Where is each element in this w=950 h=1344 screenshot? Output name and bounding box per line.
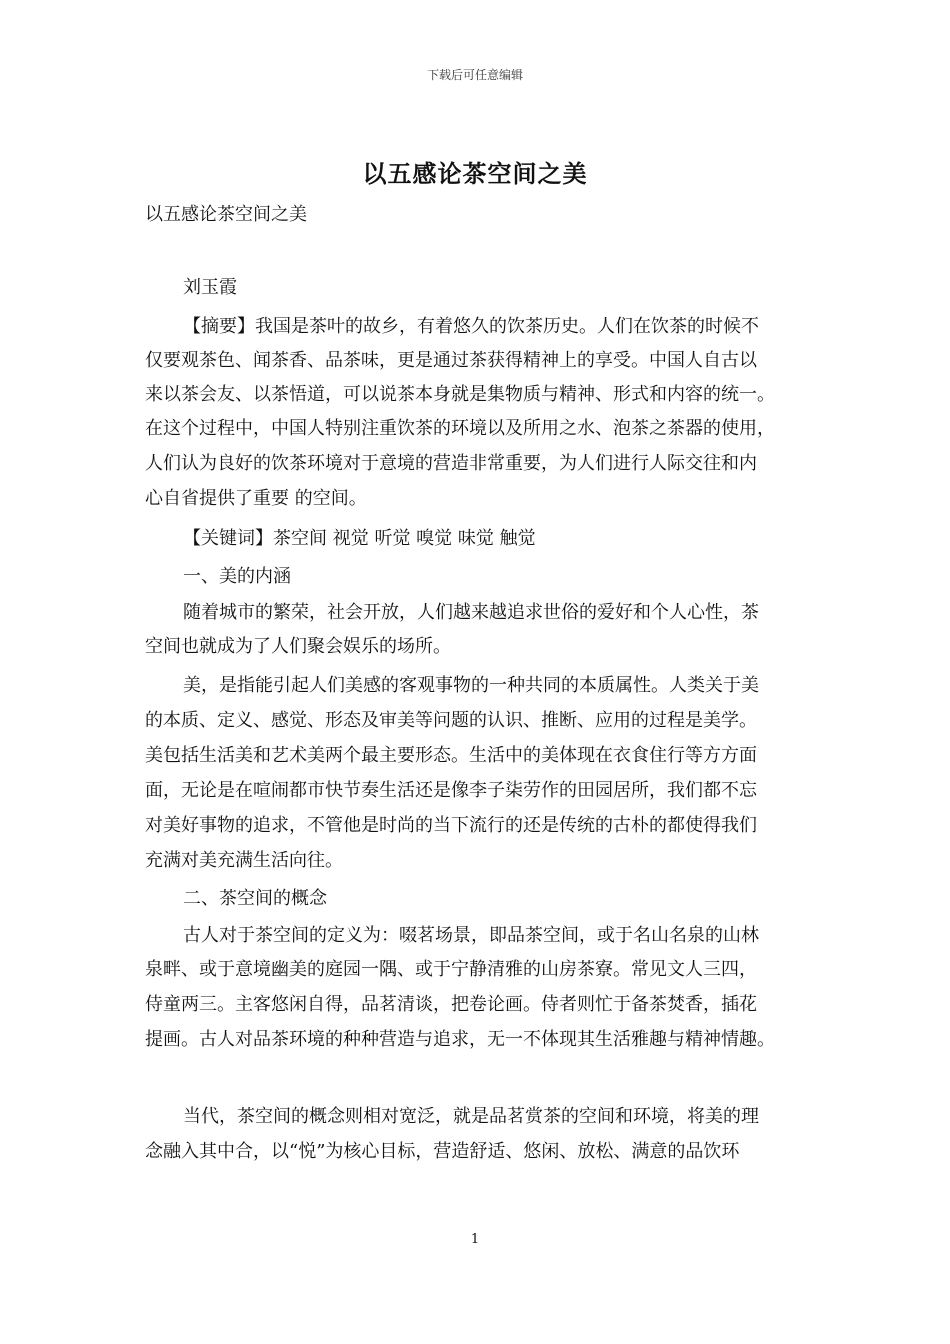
section-heading: 二、茶空间的概念: [183, 888, 327, 909]
abstract-line: 心自省提供了重要 的空间。: [145, 488, 367, 509]
paragraph-line: 美，是指能引起人们美感的客观事物的一种共同的本质属性。人类关于美: [183, 675, 759, 696]
abstract-line: 仅要观茶色、闻茶香、品茶味，更是通过茶获得精神上的享受。中国人自古以: [145, 350, 757, 371]
paragraph-line: 提画。古人对品茶环境的种种营造与追求，无一不体现其生活雅趣与精神情趣。: [145, 1029, 775, 1050]
paragraph-line: 对美好事物的追求，不管他是时尚的当下流行的还是传统的古朴的都使得我们: [145, 815, 757, 836]
paragraph-line: 随着城市的繁荣，社会开放，人们越来越追求世俗的爱好和个人心性，茶: [183, 602, 759, 623]
page-number: 1: [470, 1232, 480, 1247]
paragraph-line: 泉畔、或于意境幽美的庭园一隅、或于宁静清雅的山房茶寮。常见文人三四，: [145, 959, 757, 980]
abstract-line: 【摘要】我国是茶叶的故乡，有着悠久的饮茶历史。人们在饮茶的时候不: [183, 316, 759, 337]
subtitle: 以五感论茶空间之美: [145, 204, 307, 225]
author: 刘玉霞: [183, 277, 237, 298]
paragraph-line: 面，无论是在喧闹都市快节奏生活还是像李子柒劳作的田园居所，我们都不忘: [145, 780, 757, 801]
paragraph-line: 古人对于茶空间的定义为：啜茗场景，即品茶空间，或于名山名泉的山林: [183, 925, 759, 946]
abstract-line: 来以茶会友、以茶悟道，可以说茶本身就是集物质与精神、形式和内容的统一。: [145, 384, 775, 405]
paragraph-line: 侍童两三。主客悠闲自得，品茗清谈，把卷论画。侍者则忙于备茶焚香，插花: [145, 994, 757, 1015]
paragraph-line: 充满对美充满生活向往。: [145, 850, 343, 871]
document-title: 以五感论茶空间之美: [362, 159, 588, 188]
paragraph-line: 美包括生活美和艺术美两个最主要形态。生活中的美体现在衣食住行等方方面: [145, 745, 757, 766]
paragraph-line: 空间也就成为了人们聚会娱乐的场所。: [145, 636, 451, 657]
abstract-line: 人们认为良好的饮茶环境对于意境的营造非常重要，为人们进行人际交往和内: [145, 453, 757, 474]
page-header: 下载后可任意编辑: [426, 68, 523, 82]
section-heading: 一、美的内涵: [183, 566, 291, 587]
paragraph-line: 念融入其中合，以“悦”为核心目标，营造舒适、悠闲、放松、满意的品饮环: [145, 1141, 740, 1162]
keywords: 【关键词】茶空间 视觉 听觉 嗅觉 味觉 触觉: [183, 528, 536, 549]
paragraph-line: 的本质、定义、感觉、形态及审美等问题的认识、推断、应用的过程是美学。: [145, 710, 757, 731]
abstract-line: 在这个过程中，中国人特别注重饮茶的环境以及所用之水、泡茶之茶器的使用，: [145, 418, 775, 439]
paragraph-line: 当代，茶空间的概念则相对宽泛，就是品茗赏茶的空间和环境，将美的理: [183, 1106, 759, 1127]
